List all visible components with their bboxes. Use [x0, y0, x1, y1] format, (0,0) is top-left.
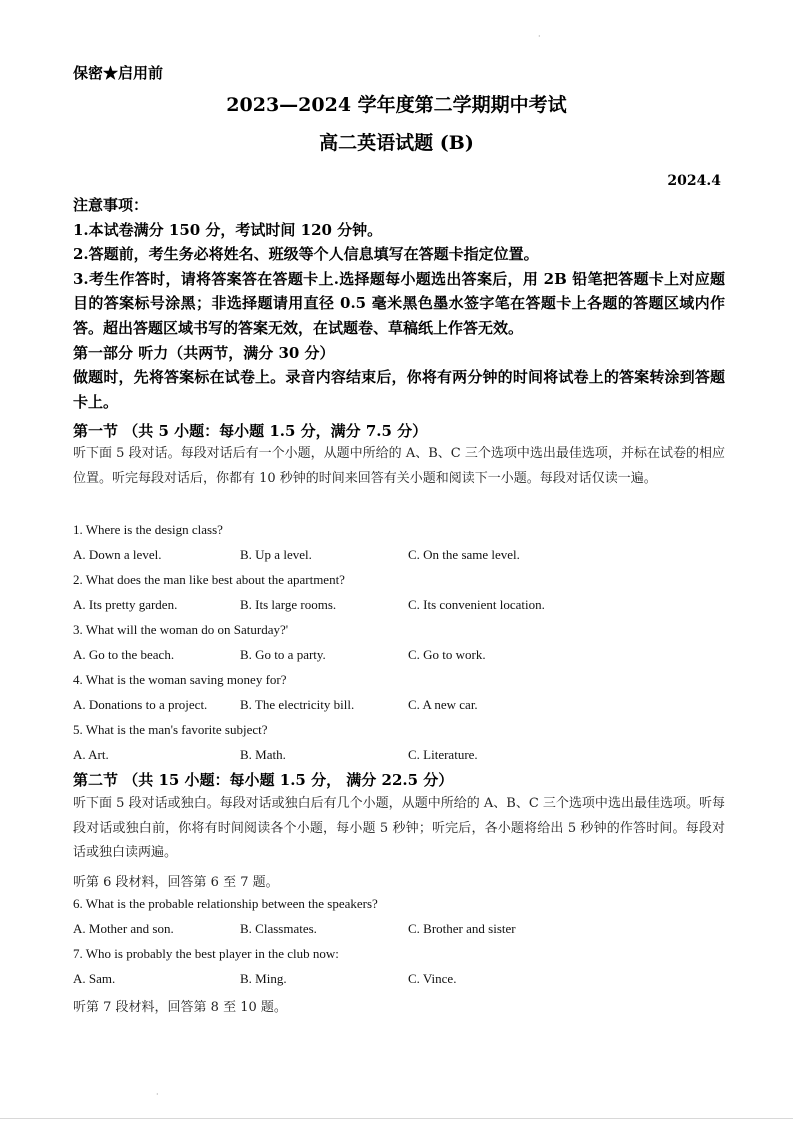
question-3: 3. What will the woman do on Saturday?'	[73, 622, 289, 637]
q5-option-c: C. Literature.	[408, 747, 478, 762]
q7-option-c: C. Vince.	[408, 971, 457, 986]
q5-option-a: A. Art.	[73, 747, 109, 762]
material-7-note: 听第 7 段材料，回答第 8 至 10 题。	[73, 1000, 287, 1015]
q2-option-c: C. Its convenient location.	[408, 597, 545, 612]
exam-date: 2024.4	[667, 173, 721, 189]
note-item-1: 1.本试卷满分 150 分，考试时间 120 分钟。	[73, 220, 383, 239]
q6-option-a: A. Mother and son.	[73, 921, 174, 936]
question-7: 7. Who is probably the best player in the club now:	[73, 946, 339, 961]
q5-option-b: B. Math.	[240, 747, 286, 762]
note-item-3: 3.考生作答时，请将答案答在答题卡上.选择题每小题选出答案后，用 2B 铅笔把答题卡上对应题目的答案标号涂黑；非选择题请用直径 0.5 毫米黑色墨水签字笔在答题卡上各题的答题区域内作答。超出答题区域书写的答案无效，在试题卷、草稿纸上作答无效。	[73, 269, 725, 337]
section1-instruction-text: 听下面 5 段对话。每段对话后有一个小题，从题中所给的 A、B、C 三个选项中选出最佳选项，并标在试卷的相应位置。听完每段对话后，你都有 10 秒钟的时间来回答有关小题和阅读下一小题。每段对话仅读一遍。	[73, 446, 725, 486]
q1-option-a: A. Down a level.	[73, 547, 162, 562]
section1-instruction	[73, 442, 725, 491]
question-4: 4. What is the woman saving money for?	[73, 672, 287, 687]
question-6: 6. What is the probable relationship between the speakers?	[73, 896, 378, 911]
scan-dot: ·	[538, 32, 541, 41]
q4-option-a: A. Donations to a project.	[73, 697, 208, 712]
q6-option-b: B. Classmates.	[240, 921, 317, 936]
scan-dot: ·	[156, 1090, 159, 1099]
q3-option-b: B. Go to a party.	[240, 647, 326, 662]
exam-title: 2023—2024 学年度第二学期期中考试	[226, 94, 567, 116]
question-1: 1. Where is the design class?	[73, 522, 223, 537]
q2-option-b: B. Its large rooms.	[240, 597, 337, 612]
q7-option-b: B. Ming.	[240, 971, 287, 986]
notes-heading: 注意事项：	[73, 196, 149, 214]
confidential-mark: 保密★启用前	[73, 64, 164, 82]
q7-option-a: A. Sam.	[73, 971, 116, 986]
part1-heading: 第一部分 听力（共两节，满分 30 分）	[73, 343, 335, 362]
material-6-note: 听第 6 段材料，回答第 6 至 7 题。	[73, 875, 279, 890]
q4-option-c: C. A new car.	[408, 697, 478, 712]
question-2: 2. What does the man like best about the apartment?	[73, 572, 345, 587]
section2-instruction	[73, 792, 725, 866]
q3-option-a: A. Go to the beach.	[73, 647, 175, 662]
q6-option-c: C. Brother and sister	[408, 921, 516, 936]
section1-heading: 第一节 （共 5 小题：每小题 1.5 分，满分 7.5 分）	[73, 422, 428, 440]
question-5: 5. What is the man's favorite subject?	[73, 722, 268, 737]
section2-heading: 第二节 （共 15 小题：每小题 1.5 分， 满分 22.5 分）	[73, 771, 454, 789]
q4-option-b: B. The electricity bill.	[240, 697, 355, 712]
exam-subtitle: 高二英语试题 (B)	[319, 132, 474, 154]
part1-instruction: 做题时，先将答案标在试卷上。录音内容结束后，你将有两分钟的时间将试卷上的答案转涂到答题卡上。	[73, 368, 725, 411]
note-item-2: 2.答题前，考生务必将姓名、班级等个人信息填写在答题卡指定位置。	[73, 245, 539, 264]
q1-option-c: C. On the same level.	[408, 547, 520, 562]
section2-instruction-text: 听下面 5 段对话或独白。每段对话或独白后有几个小题，从题中所给的 A、B、C 三个选项中选出最佳选项。听每段对话或独白前，你将有时间阅读各个小题，每小题 5 秒钟；听完后，各小题将给出 5 秒钟的作答时间。每段对话或独白读两遍。	[73, 796, 725, 860]
q1-option-b: B. Up a level.	[240, 547, 312, 562]
page-bottom-divider	[0, 1118, 793, 1119]
q3-option-c: C. Go to work.	[408, 647, 486, 662]
notes-block	[73, 193, 725, 414]
q2-option-a: A. Its pretty garden.	[73, 597, 178, 612]
